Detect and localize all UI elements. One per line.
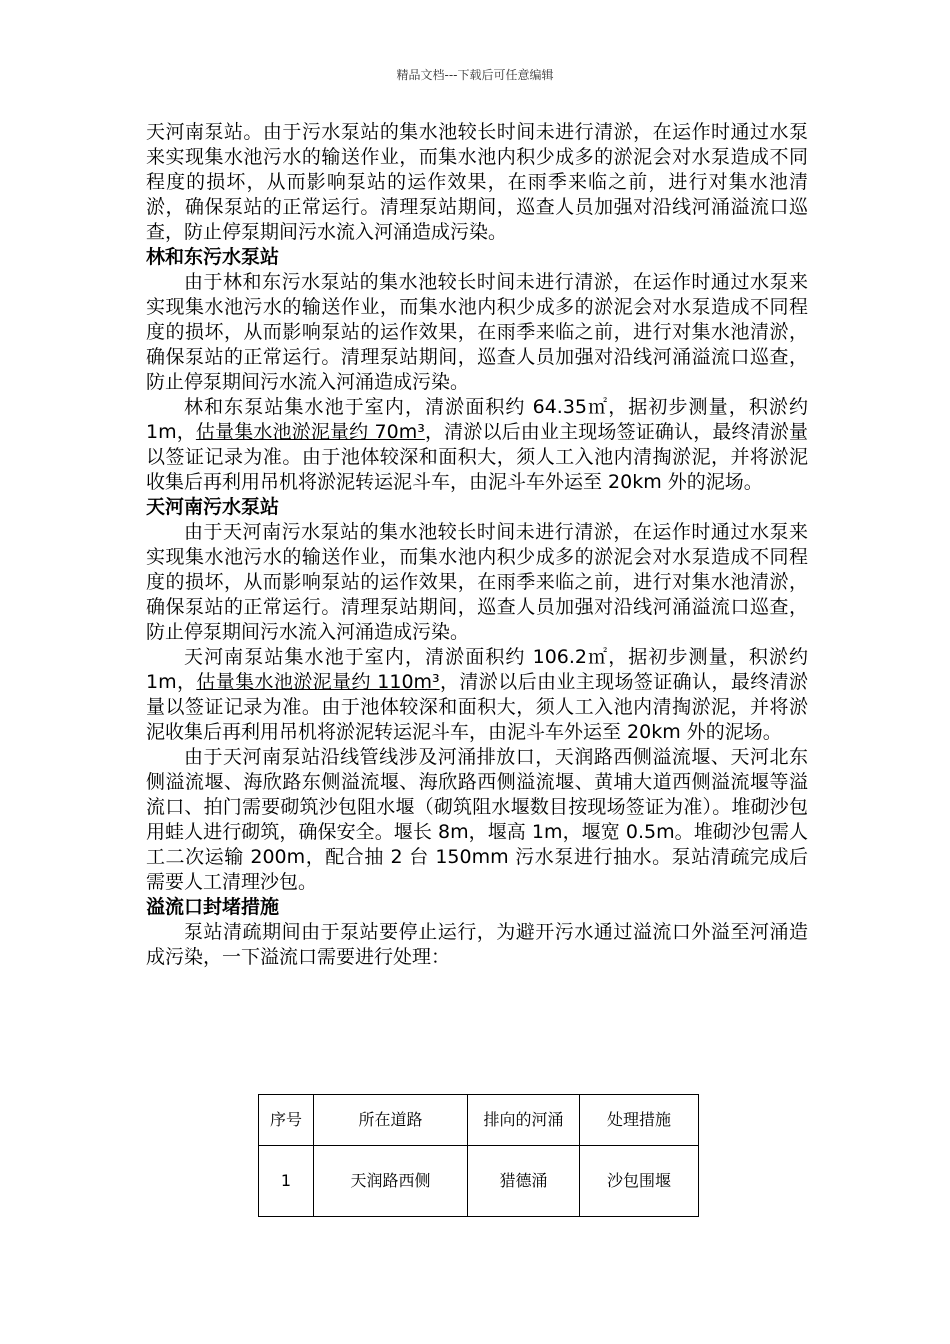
paragraph: 由于天河南泵站沿线管线涉及河涌排放口，天润路西侧溢流堰、天河北东侧溢流堰、海欣路东侧溢流堰、海欣路西侧溢流堰、黄埔大道西侧溢流堰等溢流口、拍门需要砌筑沙包阻水堰（砌筑阻水堰数目按现场签证为准）。堆砌沙包用蛙人进行砌筑，确保安全。堰长 8m，堰高 1m，堰宽 0.5m。堆砌沙包需人工二次运输 200m，配合抽 2 台 150mm 污水泵进行抽水。泵站清疏完成后需要人工清理沙包。 <box>146 746 808 893</box>
table-header-cell: 排向的河涌 <box>468 1095 580 1146</box>
text: 天河南泵站集水池于室内，清淤面积约 106.2㎡，据初步测量，积淤约 1m， <box>146 646 808 693</box>
paragraph: 天河南泵站。由于污水泵站的集水池较长时间未进行清淤，在运作时通过水泵来实现集水池污水的输送作业，而集水池内积少成多的淤泥会对水泵造成不同程度的损坏，从而影响泵站的运作效果，在雨季来临之前，进行对集水池清淤，确保泵站的正常运行。清理泵站期间，巡查人员加强对沿线河涌溢流口巡查，防止停泵期间污水流入河涌造成污染。 <box>146 121 808 243</box>
table-header-row <box>259 1095 699 1146</box>
paragraph <box>146 645 808 745</box>
table-row <box>259 1146 699 1217</box>
text: 林和东泵站集水池于室内，清淤面积约 64.35㎡，据初步测量，积淤约 1m， <box>146 396 808 443</box>
table-cell: 1 <box>259 1146 314 1217</box>
table-header-cell: 处理措施 <box>580 1095 699 1146</box>
document-body <box>146 120 808 970</box>
section-heading: 天河南污水泵站 <box>146 496 280 518</box>
table-cell: 天润路西侧 <box>314 1146 468 1217</box>
paragraph: 泵站清疏期间由于泵站要停止运行，为避开污水通过溢流口外溢至河涌造成污染，一下溢流口需要进行处理： <box>146 921 808 968</box>
paragraph: 由于天河南污水泵站的集水池较长时间未进行清淤，在运作时通过水泵来实现集水池污水的输送作业，而集水池内积少成多的淤泥会对水泵造成不同程度的损坏，从而影响泵站的运作效果，在雨季来临之前，进行对集水池清淤，确保泵站的正常运行。清理泵站期间，巡查人员加强对沿线河涌溢流口巡查，防止停泵期间污水流入河涌造成污染。 <box>146 521 808 643</box>
table-header-cell: 所在道路 <box>314 1095 468 1146</box>
section-heading: 溢流口封堵措施 <box>146 896 280 918</box>
page-header: 精品文档---下载后可任意编辑 <box>396 68 554 82</box>
text: ，清淤以后由业主现场签证确认，最终清淤量以签证记录为准。由于池体较深和面积大，须人工入池内清掏淤泥，并将淤泥收集后再利用吊机将淤泥转运泥斗车，由泥斗车外运至 20km 外的泥场。 <box>146 671 808 743</box>
table-cell: 沙包围堰 <box>580 1146 699 1217</box>
underlined-text: 估量集水池淤泥量约 110m³ <box>196 671 440 693</box>
paragraph <box>146 395 808 495</box>
table-header-cell: 序号 <box>259 1095 314 1146</box>
underlined-text: 估量集水池淤泥量约 70m³ <box>195 421 425 443</box>
paragraph: 由于林和东污水泵站的集水池较长时间未进行清淤，在运作时通过水泵来实现集水池污水的输送作业，而集水池内积少成多的淤泥会对水泵造成不同程度的损坏，从而影响泵站的运作效果，在雨季来临之前，进行对集水池清淤，确保泵站的正常运行。清理泵站期间，巡查人员加强对沿线河涌溢流口巡查，防止停泵期间污水流入河涌造成污染。 <box>146 271 808 393</box>
overflow-table <box>258 1094 699 1217</box>
section-heading: 林和东污水泵站 <box>146 246 280 268</box>
table-cell: 猎德涌 <box>468 1146 580 1217</box>
text: ，清淤以后由业主现场签证确认，最终清淤量以签证记录为准。由于池体较深和面积大，须人工入池内清掏淤泥，并将淤泥收集后再利用吊机将淤泥转运泥斗车，由泥斗车外运至 20km 外的泥场。 <box>146 421 808 493</box>
